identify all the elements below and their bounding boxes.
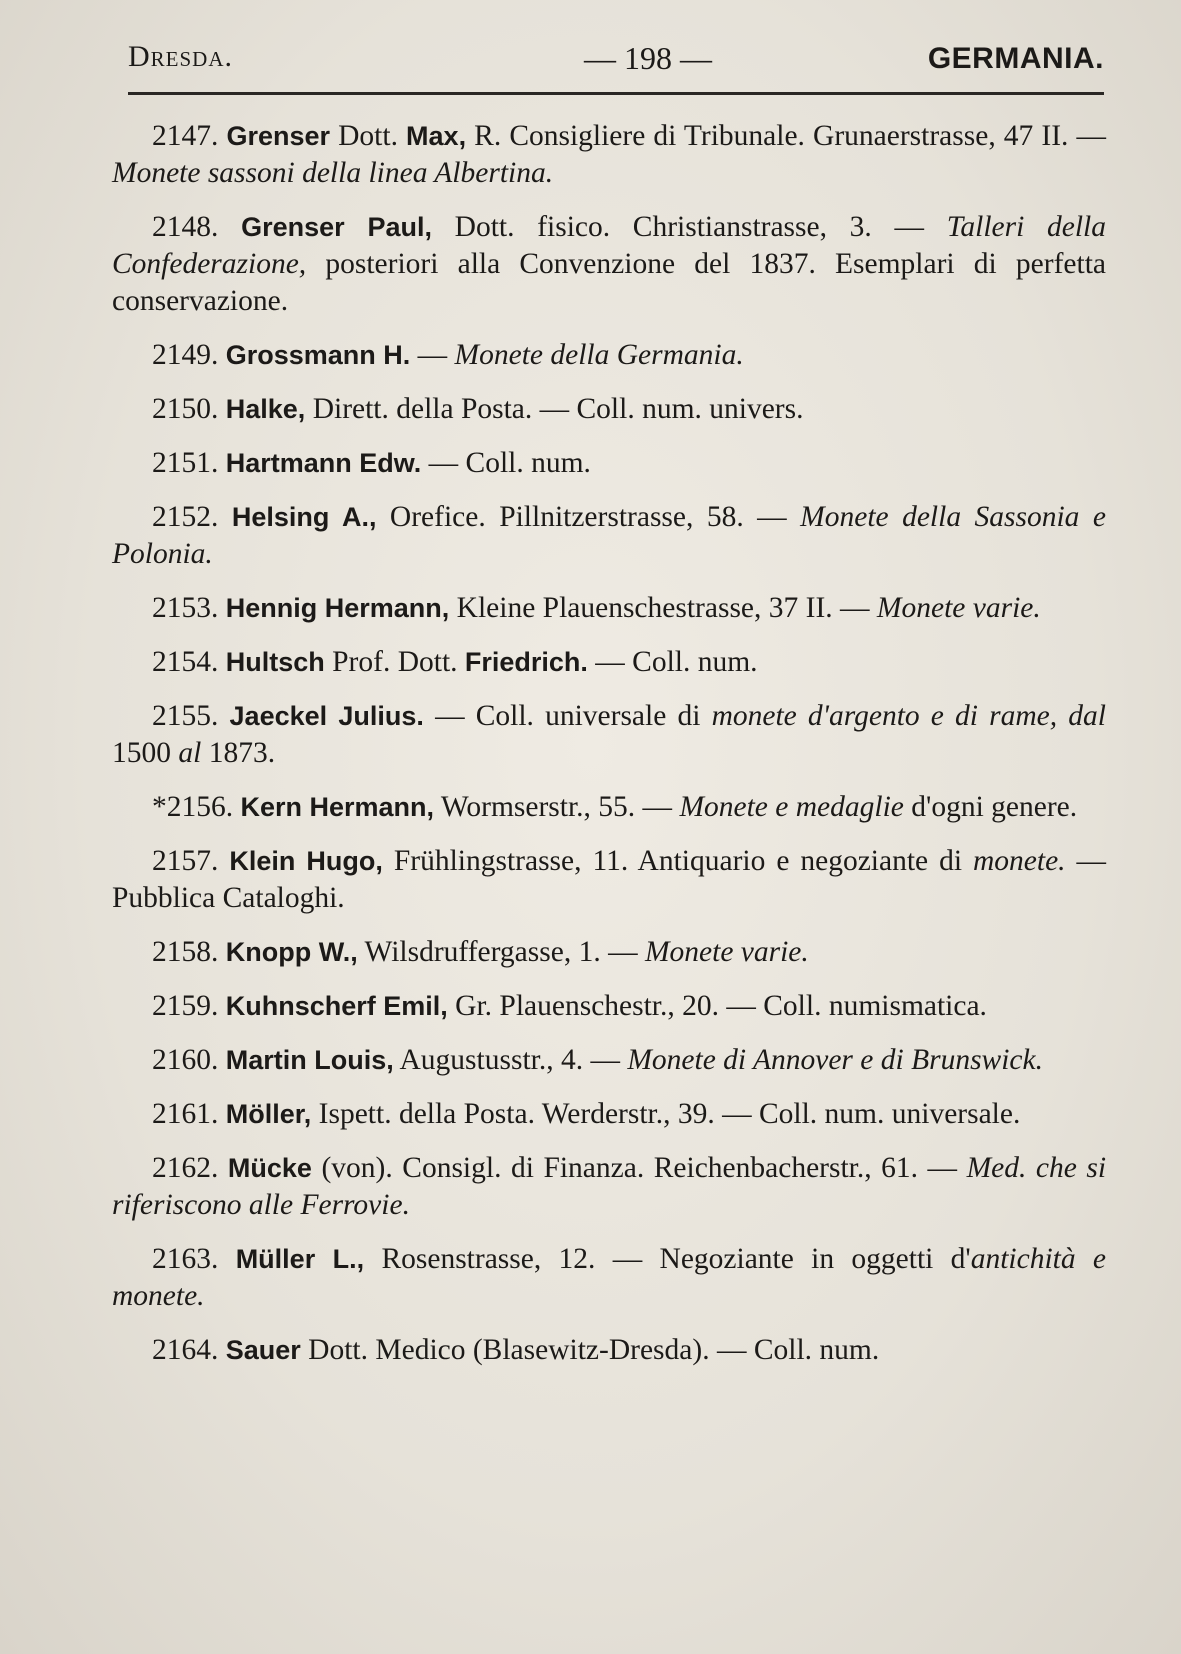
entry-name: Mücke — [227, 1153, 312, 1183]
directory-entry — [112, 1241, 1106, 1315]
entry-name: Hultsch — [225, 647, 325, 677]
directory-entry — [112, 789, 1106, 826]
directory-entry — [112, 988, 1106, 1025]
directory-entry — [112, 118, 1106, 192]
entry-name: Grenser — [226, 121, 331, 151]
entry-text: 2157. — [152, 845, 230, 877]
entry-text: — — [410, 339, 455, 371]
directory-entry — [112, 1332, 1106, 1369]
entry-text: Orefice. Pillnitzerstrasse, 58. — — [376, 501, 801, 533]
entry-text: 2152. — [152, 501, 232, 533]
entry-text: 2151. — [152, 447, 226, 479]
entry-italic-text: Monete sassoni della linea Albertina. — [112, 157, 554, 189]
entry-text: Prof. Dott. — [324, 646, 465, 678]
entry-italic-text: Monete della Germania. — [454, 339, 744, 371]
entry-name: Sauer — [225, 1335, 301, 1365]
page-number: — 198 — — [584, 40, 712, 76]
entry-text: 2153. — [152, 592, 226, 624]
entry-text: Dott. fisico. Christianstrasse, 3. — — [431, 211, 947, 243]
entry-name: Kuhnscherf Emil, — [225, 991, 448, 1021]
directory-entry — [112, 1096, 1106, 1133]
entry-name: Möller, — [225, 1099, 312, 1129]
entry-text: d'ogni genere. — [903, 791, 1078, 823]
entry-italic-text: Med. che si riferiscono alle Ferrovie. — [112, 1152, 1107, 1221]
entry-text: 2160. — [152, 1044, 226, 1076]
directory-entry — [112, 1042, 1106, 1079]
entry-text: 2150. — [152, 393, 226, 425]
entry-text: Dirett. della Posta. — Coll. num. univers. — [305, 393, 804, 425]
directory-entry — [112, 843, 1106, 917]
entry-text: 2164. — [152, 1334, 226, 1366]
entry-name: Grossmann H. — [225, 340, 411, 370]
entry-text: — Pubblica Cataloghi. — [112, 845, 1106, 914]
running-header — [128, 40, 1104, 96]
entry-italic-text: monete d'argento e di rame, dal — [711, 700, 1106, 732]
entry-name: Hartmann Edw. — [225, 448, 422, 478]
entry-text: 2159. — [152, 990, 226, 1022]
entry-italic-text: Monete di Annover e di Brunswick. — [627, 1044, 1043, 1076]
directory-entry — [112, 1150, 1106, 1224]
directory-entries — [112, 118, 1106, 1386]
entry-name: Friedrich. — [464, 647, 588, 677]
entry-text: Gr. Plauenschestr., 20. — Coll. numismatica. — [447, 990, 987, 1022]
entry-name: Max, — [406, 121, 467, 151]
entry-name: Halke, — [225, 394, 306, 424]
directory-entry — [112, 391, 1106, 428]
entry-text: Wilsdruffergasse, 1. — — [357, 936, 645, 968]
directory-entry — [112, 644, 1106, 681]
entry-text: Augustusstr., 4. — — [393, 1044, 628, 1076]
entry-text: Kleine Plauenschestrasse, 37 II. — — [449, 592, 877, 624]
entry-name: Martin Louis, — [225, 1045, 394, 1075]
entry-text: 1500 — [112, 737, 179, 769]
entry-italic-text: antichità e monete. — [112, 1243, 1106, 1312]
entry-italic-text: Talleri della Confederazione, — [112, 211, 1106, 280]
entry-text: 1873. — [201, 737, 276, 769]
entry-text: *2156. — [152, 791, 241, 823]
entry-italic-text: Monete della Sassonia e Polonia. — [112, 501, 1106, 570]
entry-text: (von). Consigl. di Finanza. Reichenbacherstr., 61. — — [311, 1152, 967, 1184]
entry-name: Knopp W., — [225, 937, 358, 967]
entry-text: — Coll. num. — [421, 447, 591, 479]
entry-italic-text: monete. — [972, 845, 1066, 877]
entry-italic-text: Monete e medaglie — [679, 791, 904, 823]
entry-text: 2161. — [152, 1098, 226, 1130]
entry-italic-text: al — [178, 737, 202, 769]
directory-entry — [112, 499, 1106, 573]
entry-text: Dott. Medico (Blasewitz-Dresda). — Coll. num. — [300, 1334, 880, 1366]
entry-italic-text: Monete varie. — [876, 592, 1041, 624]
entry-text: 2162. — [152, 1152, 228, 1184]
directory-entry — [112, 445, 1106, 482]
entry-name: Kern Hermann, — [240, 792, 435, 822]
entry-text: — Coll. num. — [587, 646, 758, 678]
entry-text: 2158. — [152, 936, 226, 968]
entry-text: 2149. — [152, 339, 226, 371]
header-city: Dresda. — [128, 40, 234, 73]
entry-name: Grenser Paul, — [241, 212, 432, 242]
entry-name: Jaeckel Julius. — [229, 701, 424, 731]
directory-entry — [112, 590, 1106, 627]
entry-text: R. Consigliere di Tribunale. Grunaerstrasse, 47 II. — — [466, 120, 1106, 152]
entry-text: Ispett. della Posta. Werderstr., 39. — Coll. num. universale. — [311, 1098, 1021, 1130]
entry-text: 2147. — [152, 120, 227, 152]
directory-entry — [112, 934, 1106, 971]
entry-name: Helsing A., — [231, 502, 377, 532]
entry-text: — Coll. universale di — [423, 700, 712, 732]
entry-text: 2154. — [152, 646, 226, 678]
entry-name: Klein Hugo, — [229, 846, 383, 876]
directory-entry — [112, 698, 1106, 772]
entry-text: Rosenstrasse, 12. — Negoziante in oggetti d' — [364, 1243, 971, 1275]
entry-text: 2155. — [152, 700, 230, 732]
header-rule — [128, 92, 1104, 95]
entry-text: Wormserstr., 55. — — [434, 791, 680, 823]
entry-italic-text: Monete varie. — [644, 936, 809, 968]
entry-name: Hennig Hermann, — [225, 593, 450, 623]
entry-name: Müller L., — [235, 1244, 365, 1274]
directory-entry — [112, 209, 1106, 320]
entry-text: Dott. — [330, 120, 407, 152]
header-country: GERMANIA. — [927, 42, 1104, 75]
entry-text: posteriori alla Convenzione del 1837. Esemplari di perfetta conservazione. — [112, 248, 1106, 317]
entry-text: 2148. — [152, 211, 242, 243]
entry-text: Frühlingstrasse, 11. Antiquario e negoziante di — [382, 845, 973, 877]
directory-entry — [112, 337, 1106, 374]
entry-text: 2163. — [152, 1243, 236, 1275]
